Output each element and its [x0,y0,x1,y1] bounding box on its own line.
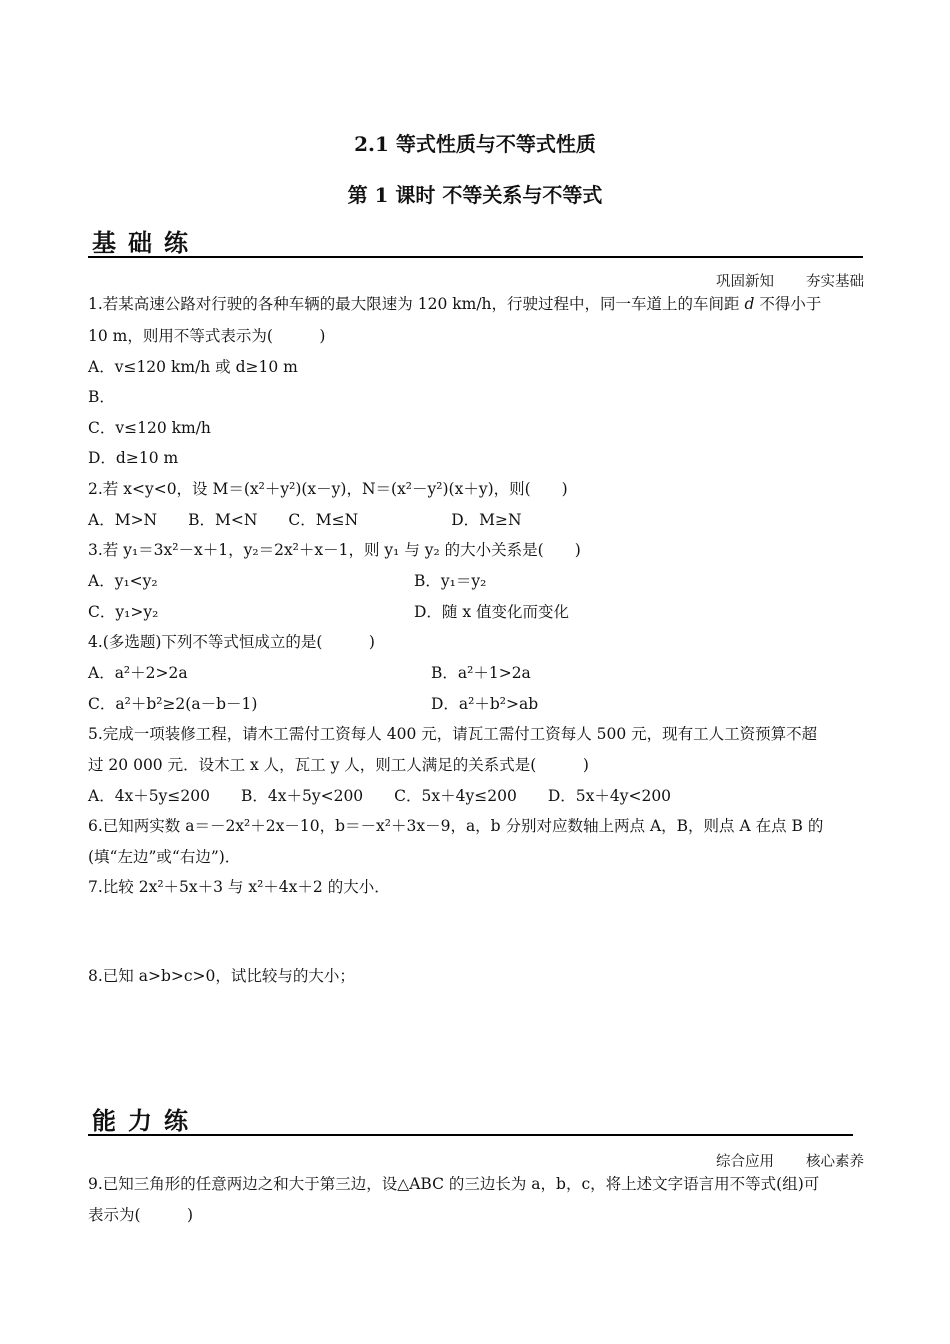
question-2: 2.若 x<y<0，设 M＝(x²＋y²)(x－y)，N＝(x²－y²)(x＋y)，则( ) [88,480,568,498]
q3-option-c: C．y₁>y₂ [88,603,159,621]
q1-option-d: D．d≥10 m [88,449,179,467]
section-tag: 巩固新知 [716,274,774,290]
q3-option-d: D．随 x 值变化而变化 [414,603,570,621]
section-header-basic [88,226,863,258]
section-tag: 核心素养 [806,1154,864,1170]
section-label-ability: 能力练 [92,1107,200,1135]
section-tags-basic [716,270,864,291]
q3-option-a: A．y₁<y₂ [88,572,158,590]
question-4: 4.(多选题)下列不等式恒成立的是( ) [88,633,375,651]
question-8: 8.已知 a>b>c>0，试比较与的大小； [88,967,355,985]
question-1-line-2: 10 m，则用不等式表示为( ) [88,327,326,345]
question-variable: d [744,295,755,313]
q4-option-c: C．a²＋b²≥2(a－b－1) [88,695,258,713]
q2-options: A．M>N B．M<N C．M≤N D．M≥N [88,511,522,529]
q4-option-a: A．a²＋2>2a [88,664,188,682]
section-label-basic: 基础练 [92,229,200,257]
section-tag: 综合应用 [716,1154,774,1170]
q4-option-b: B．a²＋1>2a [431,664,531,682]
question-1 [88,292,868,314]
section-tag: 夯实基础 [806,274,864,290]
question-9: 9.已知三角形的任意两边之和大于第三边，设△ABC 的三边长为 a，b，c，将上述文字语言用不等式(组)可 [88,1175,820,1193]
question-3: 3.若 y₁＝3x²－x＋1，y₂＝2x²＋x－1，则 y₁ 与 y₂ 的大小关系是( ) [88,541,581,559]
lesson-subtitle: 第 1 课时 不等关系与不等式 [347,183,603,207]
q1-option-b: B． [88,388,115,406]
question-text: 不得小于 [754,295,822,313]
section-header-ability [88,1104,853,1136]
question-5: 5.完成一项装修工程，请木工需付工资每人 400 元，请瓦工需付工资每人 500 元，现有工人工资预算不超 [88,725,818,743]
q5-options: A．4x＋5y≤200 B．4x＋5y<200 C．5x＋4y≤200 D．5x＋4y<200 [88,787,672,805]
question-9-line-2: 表示为( ) [88,1206,194,1224]
q1-option-a: A．v≤120 km/h 或 d≥10 m [88,358,298,376]
question-6: 6.已知两实数 a＝－2x²＋2x－10，b＝－x²＋3x－9，a，b 分别对应数轴上两点 A，B，则点 A 在点 B 的 [88,817,824,835]
q1-option-c: C．v≤120 km/h [88,419,211,437]
page-title: 2.1 等式性质与不等式性质 [354,132,596,156]
question-5-line-2: 过 20 000 元．设木工 x 人，瓦工 y 人，则工人满足的关系式是( ) [88,756,589,774]
question-6-line-2: (填“左边”或“右边”)． [88,848,241,866]
q4-option-d: D．a²＋b²>ab [431,695,539,713]
question-text: 1.若某高速公路对行驶的各种车辆的最大限速为 120 km/h，行驶过程中，同一车道上的车间距 [88,295,745,313]
question-7: 7.比较 2x²＋5x＋3 与 x²＋4x＋2 的大小． [88,878,390,896]
q3-option-b: B．y₁＝y₂ [414,572,487,590]
section-tags-ability [716,1150,864,1171]
